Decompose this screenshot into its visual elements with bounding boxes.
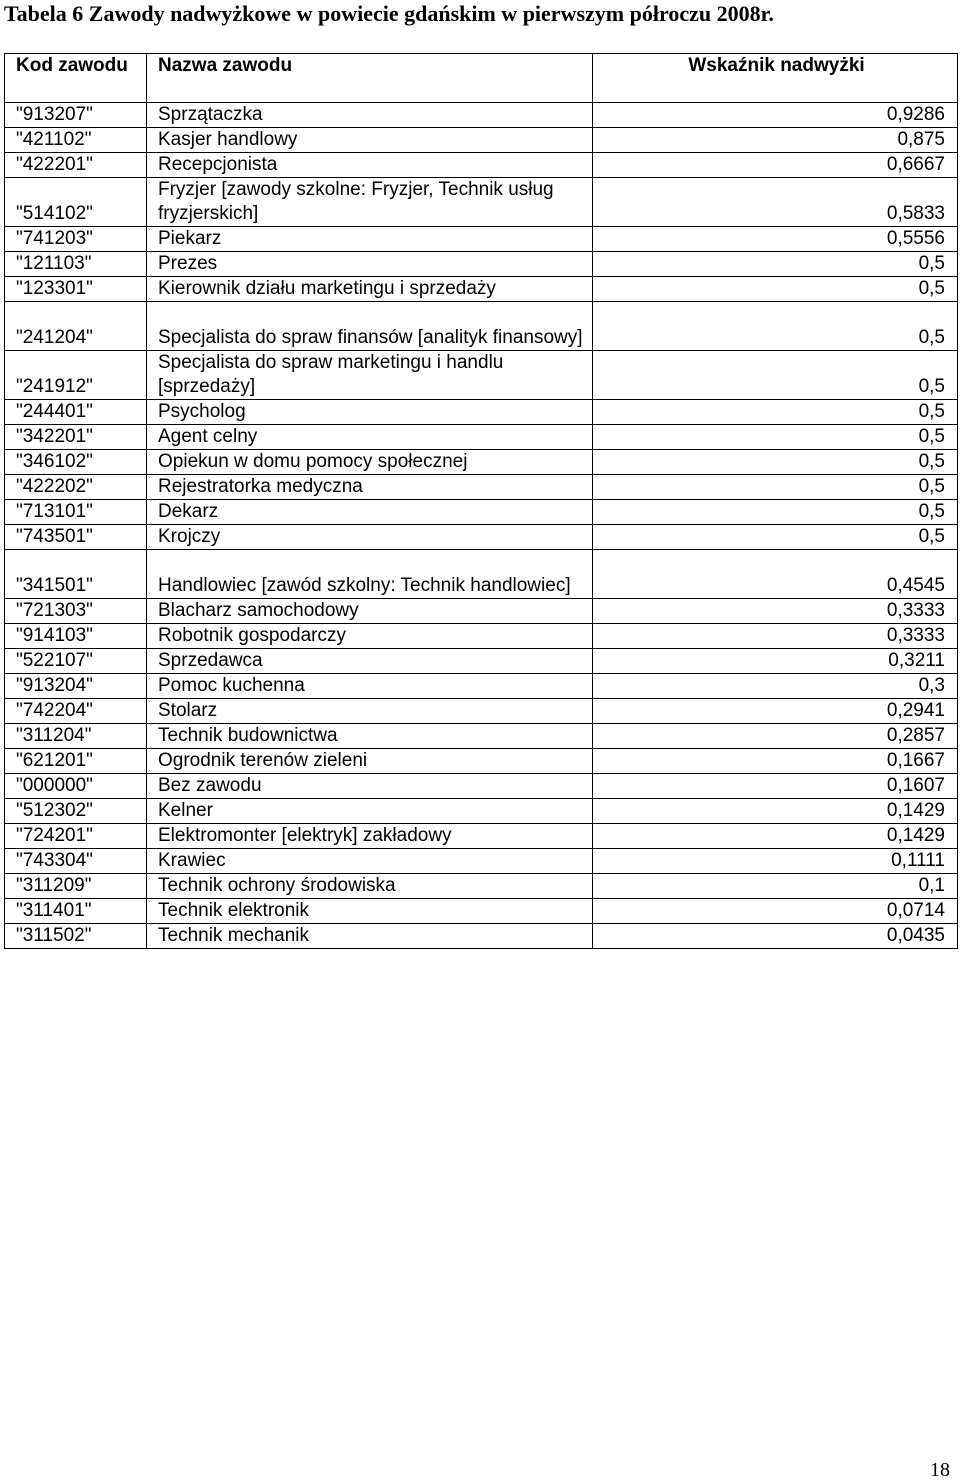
cell-surplus-index: 0,5 xyxy=(593,500,958,525)
cell-occupation-code: "512302" xyxy=(5,799,147,824)
surplus-occupations-table xyxy=(4,53,958,949)
table-row xyxy=(5,774,958,799)
cell-occupation-code: "422202" xyxy=(5,475,147,500)
cell-surplus-index: 0,3211 xyxy=(593,649,958,674)
table-row xyxy=(5,475,958,500)
table-row xyxy=(5,103,958,128)
table-row xyxy=(5,500,958,525)
cell-occupation-name: Pomoc kuchenna xyxy=(147,674,593,699)
cell-occupation-code: "721303" xyxy=(5,599,147,624)
cell-surplus-index: 0,5 xyxy=(593,302,958,351)
header-name: Nazwa zawodu xyxy=(147,54,593,103)
table-row xyxy=(5,252,958,277)
table-header-row xyxy=(5,54,958,103)
cell-occupation-code: "244401" xyxy=(5,400,147,425)
table-row xyxy=(5,550,958,599)
cell-surplus-index: 0,5 xyxy=(593,351,958,400)
table-row xyxy=(5,924,958,949)
cell-occupation-code: "621201" xyxy=(5,749,147,774)
cell-surplus-index: 0,4545 xyxy=(593,550,958,599)
cell-surplus-index: 0,2941 xyxy=(593,699,958,724)
cell-surplus-index: 0,1667 xyxy=(593,749,958,774)
cell-occupation-name: Technik ochrony środowiska xyxy=(147,874,593,899)
cell-occupation-code: "346102" xyxy=(5,450,147,475)
cell-occupation-name: Agent celny xyxy=(147,425,593,450)
cell-occupation-name: Ogrodnik terenów zieleni xyxy=(147,749,593,774)
table-row xyxy=(5,425,958,450)
table-row xyxy=(5,450,958,475)
table-row xyxy=(5,724,958,749)
cell-occupation-name: Specjalista do spraw marketingu i handlu [sprzedaży] xyxy=(147,351,593,400)
cell-occupation-code: "743501" xyxy=(5,525,147,550)
cell-occupation-code: "514102" xyxy=(5,178,147,227)
cell-surplus-index: 0,5 xyxy=(593,450,958,475)
cell-occupation-code: "522107" xyxy=(5,649,147,674)
cell-surplus-index: 0,5 xyxy=(593,252,958,277)
cell-surplus-index: 0,5 xyxy=(593,277,958,302)
cell-occupation-code: "724201" xyxy=(5,824,147,849)
cell-surplus-index: 0,1111 xyxy=(593,849,958,874)
cell-occupation-name: Handlowiec [zawód szkolny: Technik handlowiec] xyxy=(147,550,593,599)
cell-occupation-name: Psycholog xyxy=(147,400,593,425)
table-caption: Tabela 6 Zawody nadwyżkowe w powiecie gdańskim w pierwszym półroczu 2008r. xyxy=(4,1,774,26)
cell-occupation-name: Recepcjonista xyxy=(147,153,593,178)
table-body xyxy=(5,103,958,949)
table-row xyxy=(5,525,958,550)
cell-occupation-code: "913207" xyxy=(5,103,147,128)
cell-surplus-index: 0,5 xyxy=(593,525,958,550)
cell-occupation-code: "914103" xyxy=(5,624,147,649)
cell-occupation-code: "342201" xyxy=(5,425,147,450)
cell-occupation-code: "741203" xyxy=(5,227,147,252)
cell-occupation-code: "123301" xyxy=(5,277,147,302)
table-row xyxy=(5,674,958,699)
cell-surplus-index: 0,3333 xyxy=(593,624,958,649)
cell-occupation-code: "121103" xyxy=(5,252,147,277)
cell-surplus-index: 0,5 xyxy=(593,400,958,425)
cell-surplus-index: 0,5833 xyxy=(593,178,958,227)
cell-occupation-name: Krawiec xyxy=(147,849,593,874)
table-row xyxy=(5,277,958,302)
cell-occupation-name: Sprzedawca xyxy=(147,649,593,674)
cell-surplus-index: 0,6667 xyxy=(593,153,958,178)
page-number: 18 xyxy=(930,1459,950,1481)
table-row xyxy=(5,699,958,724)
table-row xyxy=(5,153,958,178)
cell-occupation-name: Kelner xyxy=(147,799,593,824)
cell-occupation-name: Fryzjer [zawody szkolne: Fryzjer, Technik usług fryzjerskich] xyxy=(147,178,593,227)
cell-occupation-code: "311204" xyxy=(5,724,147,749)
cell-surplus-index: 0,3333 xyxy=(593,599,958,624)
table-row xyxy=(5,849,958,874)
cell-occupation-name: Piekarz xyxy=(147,227,593,252)
cell-occupation-code: "913204" xyxy=(5,674,147,699)
cell-occupation-name: Specjalista do spraw finansów [analityk finansowy] xyxy=(147,302,593,351)
table-row xyxy=(5,128,958,153)
header-value: Wskaźnik nadwyżki xyxy=(593,54,958,103)
cell-occupation-code: "311502" xyxy=(5,924,147,949)
table-row xyxy=(5,227,958,252)
cell-occupation-code: "742204" xyxy=(5,699,147,724)
cell-surplus-index: 0,0714 xyxy=(593,899,958,924)
cell-surplus-index: 0,1429 xyxy=(593,799,958,824)
cell-surplus-index: 0,9286 xyxy=(593,103,958,128)
cell-occupation-code: "241204" xyxy=(5,302,147,351)
cell-surplus-index: 0,3 xyxy=(593,674,958,699)
cell-occupation-code: "743304" xyxy=(5,849,147,874)
cell-occupation-code: "311401" xyxy=(5,899,147,924)
cell-occupation-name: Opiekun w domu pomocy społecznej xyxy=(147,450,593,475)
cell-occupation-code: "421102" xyxy=(5,128,147,153)
table-row xyxy=(5,624,958,649)
cell-occupation-name: Blacharz samochodowy xyxy=(147,599,593,624)
cell-occupation-code: "311209" xyxy=(5,874,147,899)
cell-occupation-name: Dekarz xyxy=(147,500,593,525)
table-row xyxy=(5,874,958,899)
cell-occupation-name: Technik mechanik xyxy=(147,924,593,949)
table-row xyxy=(5,649,958,674)
cell-occupation-name: Kierownik działu marketingu i sprzedaży xyxy=(147,277,593,302)
cell-occupation-name: Bez zawodu xyxy=(147,774,593,799)
cell-occupation-name: Stolarz xyxy=(147,699,593,724)
cell-occupation-code: "713101" xyxy=(5,500,147,525)
cell-occupation-name: Elektromonter [elektryk] zakładowy xyxy=(147,824,593,849)
table-row xyxy=(5,302,958,351)
cell-surplus-index: 0,2857 xyxy=(593,724,958,749)
cell-occupation-name: Technik elektronik xyxy=(147,899,593,924)
cell-occupation-name: Robotnik gospodarczy xyxy=(147,624,593,649)
cell-occupation-name: Krojczy xyxy=(147,525,593,550)
cell-occupation-name: Rejestratorka medyczna xyxy=(147,475,593,500)
cell-surplus-index: 0,1429 xyxy=(593,824,958,849)
cell-occupation-name: Sprzątaczka xyxy=(147,103,593,128)
cell-occupation-code: "422201" xyxy=(5,153,147,178)
cell-occupation-name: Technik budownictwa xyxy=(147,724,593,749)
table-row xyxy=(5,178,958,227)
cell-surplus-index: 0,875 xyxy=(593,128,958,153)
table-row xyxy=(5,824,958,849)
cell-occupation-code: "241912" xyxy=(5,351,147,400)
table-row xyxy=(5,599,958,624)
table-row xyxy=(5,749,958,774)
cell-surplus-index: 0,5 xyxy=(593,425,958,450)
table-row xyxy=(5,899,958,924)
header-code: Kod zawodu xyxy=(5,54,147,103)
table-row xyxy=(5,400,958,425)
cell-occupation-code: "000000" xyxy=(5,774,147,799)
cell-surplus-index: 0,5556 xyxy=(593,227,958,252)
cell-occupation-code: "341501" xyxy=(5,550,147,599)
cell-occupation-name: Kasjer handlowy xyxy=(147,128,593,153)
table-row xyxy=(5,799,958,824)
cell-occupation-name: Prezes xyxy=(147,252,593,277)
cell-surplus-index: 0,1 xyxy=(593,874,958,899)
table-row xyxy=(5,351,958,400)
cell-surplus-index: 0,1607 xyxy=(593,774,958,799)
cell-surplus-index: 0,5 xyxy=(593,475,958,500)
cell-surplus-index: 0,0435 xyxy=(593,924,958,949)
